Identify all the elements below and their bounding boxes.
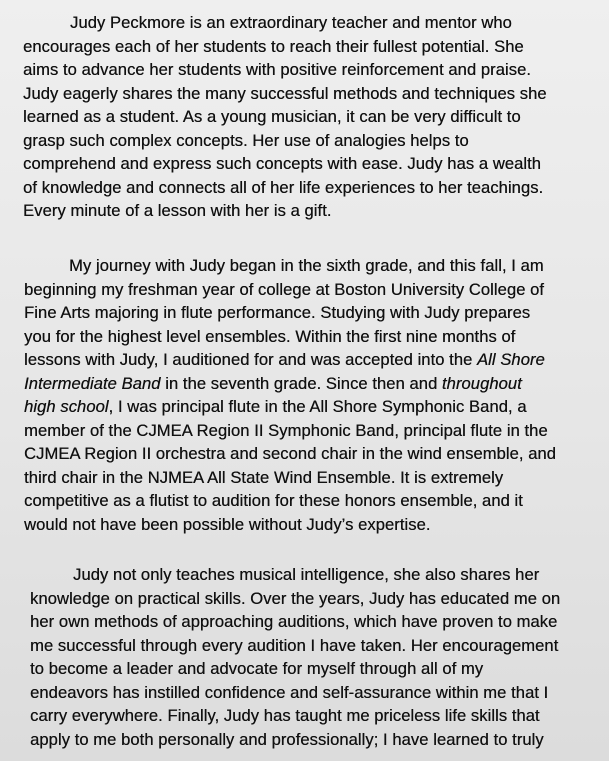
text-line: CJMEA Region II orchestra and second chair in the wind ensemble, and	[24, 444, 556, 463]
text-line: beginning my freshman year of college at Boston University College of	[24, 279, 544, 299]
text-line: carry everywhere. Finally, Judy has taught me priceless life skills that	[30, 706, 540, 725]
text-line: competitive as a flutist to audition for these honors ensemble, and it	[24, 491, 523, 510]
text-line: would not have been possible without Judy’s expertise.	[24, 514, 431, 534]
text-line: learned as a student. As a young musician, it can be very difficult to	[23, 107, 521, 126]
italic-phrase: Intermediate Band	[24, 373, 161, 393]
text-line: comprehend and express such concepts with ease. Judy has a wealth	[23, 154, 541, 173]
text-line: lessons with Judy, I auditioned for and was accepted into the All Shore	[24, 350, 545, 369]
text-line: aims to advance her students with positive reinforcement and praise.	[23, 60, 531, 79]
text-line: Judy not only teaches musical intelligence, she also shares her	[73, 565, 540, 584]
text-line: Intermediate Band in the seventh grade. Since then and throughout	[24, 373, 522, 393]
italic-phrase: high school	[24, 397, 109, 416]
text-line: high school, I was principal flute in the All Shore Symphonic Band, a	[24, 397, 527, 416]
italic-phrase: All Shore	[476, 350, 545, 369]
text-line: My journey with Judy began in the sixth grade, and this fall, I am	[69, 256, 544, 275]
text-line: Judy eagerly shares the many successful methods and techniques she	[23, 83, 547, 103]
italic-phrase: throughout	[441, 373, 522, 393]
text-line: you for the highest level ensembles. Within the first nine months of	[24, 326, 516, 346]
text-line: her own methods of approaching auditions, which have proven to make	[30, 612, 558, 631]
text-line: to become a leader and advocate for myself through all of my	[30, 659, 484, 678]
text-line: encourages each of her students to reach their fullest potential. She	[23, 36, 524, 56]
text-line: Every minute of a lesson with her is a gift.	[23, 201, 332, 220]
text-line: Judy Peckmore is an extraordinary teacher and mentor who	[70, 13, 512, 32]
text-line: Fine Arts majoring in flute performance. Studying with Judy prepares	[24, 303, 531, 322]
text-line: third chair in the NJMEA All State Wind Ensemble. It is extremely	[24, 467, 504, 487]
text-line: me successful through every audition I have taken. Her encouragement	[30, 635, 559, 655]
text-line: grasp such complex concepts. Her use of analogies helps to	[23, 130, 469, 150]
text-line: member of the CJMEA Region II Symphonic Band, principal flute in the	[24, 420, 548, 440]
text-line: knowledge on practical skills. Over the years, Judy has educated me on	[30, 588, 561, 608]
text-line: endeavors has instilled confidence and self-assurance within me that I	[30, 682, 549, 702]
text-line: apply to me both personally and professionally; I have learned to truly	[30, 729, 544, 749]
text-line: of knowledge and connects all of her life experiences to her teachings.	[23, 177, 544, 197]
